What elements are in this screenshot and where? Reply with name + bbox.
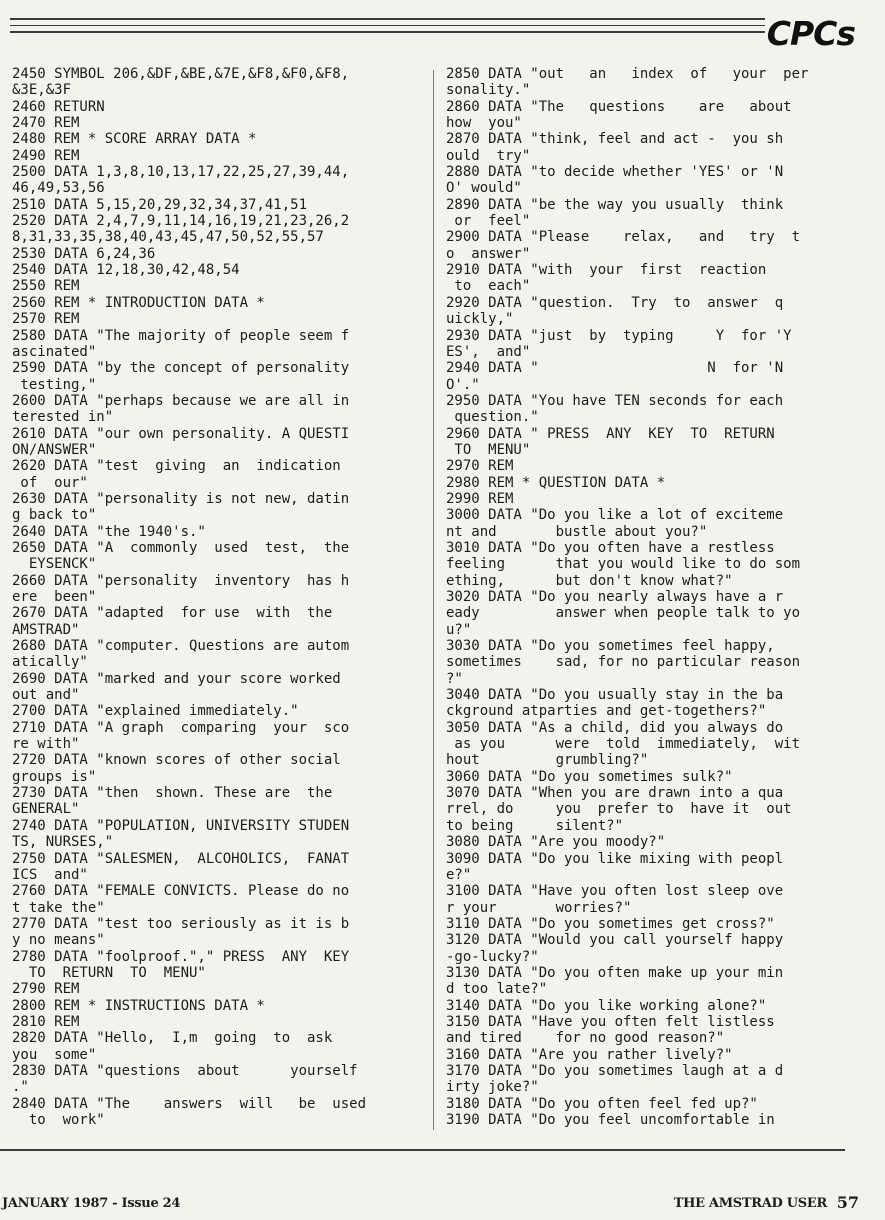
code-line: 2600 DATA "perhaps because we are all in xyxy=(12,392,350,409)
code-line: ething, but don't know what?" xyxy=(446,572,733,589)
code-line: 3150 DATA "Have you often felt listless xyxy=(446,1013,775,1030)
code-line: 2910 DATA "with your first reaction xyxy=(446,262,767,279)
code-line: 2550 REM xyxy=(12,278,80,295)
code-line: 2920 DATA "question. Try to answer q xyxy=(446,294,784,311)
magazine-name: THE AMSTRAD USER xyxy=(673,1196,827,1211)
code-line: 3020 DATA "Do you nearly always have a r xyxy=(446,589,784,605)
code-line: groups is" xyxy=(12,768,97,785)
code-line: 2790 REM xyxy=(12,981,80,998)
code-line: 3050 DATA "As a child, did you always do xyxy=(446,719,784,736)
code-line: 3010 DATA "Do you often have a restless xyxy=(446,539,775,556)
code-line: TS, NURSES," xyxy=(12,834,114,851)
code-line: 2720 DATA "known scores of other social xyxy=(12,752,341,769)
code-line: 2940 DATA " N for 'N xyxy=(446,360,784,377)
code-line: atically" xyxy=(12,654,88,671)
code-line: of our" xyxy=(12,474,88,491)
footer-rule xyxy=(0,1149,845,1151)
code-line: nt and bustle about you?" xyxy=(446,523,708,540)
code-line: 3070 DATA "When you are drawn into a qua xyxy=(446,785,784,802)
code-line: you some" xyxy=(12,1046,97,1063)
code-line: feeling that you would like to do som xyxy=(446,556,801,573)
code-line: TO MENU" xyxy=(446,441,531,458)
code-line: 2800 REM * INSTRUCTIONS DATA * xyxy=(12,997,265,1014)
code-line: 2900 DATA "Please relax, and try t xyxy=(446,229,801,246)
code-line: 2960 DATA " PRESS ANY KEY TO RETURN xyxy=(446,425,775,442)
code-line: how you" xyxy=(446,115,522,132)
code-line: 2500 DATA 1,3,8,10,13,17,22,25,27,39,44, xyxy=(12,164,350,181)
code-line: ckground atparties and get-togethers?" xyxy=(446,703,767,720)
code-line: 2780 DATA "foolproof."," PRESS ANY KEY xyxy=(12,948,350,965)
code-line: as you were told immediately, wit xyxy=(446,736,801,753)
code-line: 2490 REM xyxy=(12,147,80,164)
code-line: e?" xyxy=(446,866,472,883)
code-line: 2860 DATA "The questions are about xyxy=(446,98,792,115)
code-line: eady answer when people talk to yo xyxy=(446,605,801,622)
code-line: 2980 REM * QUESTION DATA * xyxy=(446,474,666,491)
code-line: 2450 SYMBOL 206,&DF,&BE,&7E,&F8,&F0,&F8, xyxy=(12,66,350,82)
issue-label: JANUARY 1987 - Issue 24 xyxy=(2,1196,181,1211)
code-line: re with" xyxy=(12,736,80,753)
code-line: or feel" xyxy=(446,213,531,230)
code-line: t take the" xyxy=(12,899,105,916)
code-line: 2950 DATA "You have TEN seconds for each xyxy=(446,392,784,409)
code-line: 2480 REM * SCORE ARRAY DATA * xyxy=(12,131,257,148)
code-line: TO RETURN TO MENU" xyxy=(12,964,206,981)
code-line: uickly," xyxy=(446,311,514,328)
code-line: 2570 REM xyxy=(12,311,80,328)
code-line: 2650 DATA "A commonly used test, the xyxy=(12,539,350,556)
code-line: to being silent?" xyxy=(446,817,624,834)
code-line: 2740 DATA "POPULATION, UNIVERSITY STUDEN xyxy=(12,817,350,834)
code-line: rrel, do you prefer to have it out xyxy=(446,801,792,818)
code-line: o answer" xyxy=(446,245,531,262)
code-line: 2690 DATA "marked and your score worked xyxy=(12,670,341,687)
code-line: 3160 DATA "Are you rather lively?" xyxy=(446,1046,733,1063)
code-line: 2460 RETURN xyxy=(12,98,105,115)
code-line: 3000 DATA "Do you like a lot of exciteme xyxy=(446,507,784,524)
code-line: O' would" xyxy=(446,180,522,197)
code-line: ascinated" xyxy=(12,343,97,360)
code-line: 2840 DATA "The answers will be used xyxy=(12,1095,367,1112)
code-line: 2710 DATA "A graph comparing your sco xyxy=(12,719,350,736)
code-line: question." xyxy=(446,409,539,426)
code-line: testing," xyxy=(12,376,97,393)
code-line: &3E,&3F xyxy=(12,82,72,99)
code-line: 2820 DATA "Hello, I,m going to ask xyxy=(12,1030,333,1047)
code-line: 2730 DATA "then shown. These are the xyxy=(12,785,333,802)
code-line: 2970 REM xyxy=(446,458,514,475)
code-line: 2530 DATA 6,24,36 xyxy=(12,245,156,262)
code-line: 2810 REM xyxy=(12,1013,80,1030)
code-line: out and" xyxy=(12,687,80,704)
code-line: EYSENCK" xyxy=(12,556,97,573)
code-line: 46,49,53,56 xyxy=(12,180,105,197)
code-line: g back to" xyxy=(12,507,97,524)
code-line: 3060 DATA "Do you sometimes sulk?" xyxy=(446,768,733,785)
code-line: 2640 DATA "the 1940's." xyxy=(12,523,206,540)
code-line: 2830 DATA "questions about yourself xyxy=(12,1062,358,1079)
code-line: 2700 DATA "explained immediately." xyxy=(12,703,299,720)
code-line: AMSTRAD" xyxy=(12,621,80,638)
code-line: 3100 DATA "Have you often lost sleep ove xyxy=(446,883,784,900)
code-line: 2670 DATA "adapted for use with the xyxy=(12,605,333,622)
section-tag: CPCs xyxy=(766,14,855,53)
code-line: 3110 DATA "Do you sometimes get cross?" xyxy=(446,915,775,932)
code-line: 2760 DATA "FEMALE CONVICTS. Please do no xyxy=(12,883,350,900)
code-line: O'." xyxy=(446,376,480,393)
code-line: 2870 DATA "think, feel and act - you sh xyxy=(446,131,784,148)
code-line: 3180 DATA "Do you often feel fed up?" xyxy=(446,1095,758,1112)
code-line: 3040 DATA "Do you usually stay in the ba xyxy=(446,687,784,704)
code-line: 2470 REM xyxy=(12,115,80,132)
code-line: and tired for no good reason?" xyxy=(446,1030,725,1047)
code-line: 2620 DATA "test giving an indication xyxy=(12,458,341,475)
code-line: 2930 DATA "just by typing Y for 'Y xyxy=(446,327,792,344)
code-line: 2610 DATA "our own personality. A QUESTI xyxy=(12,425,350,442)
code-line: 2850 DATA "out an index of your per xyxy=(446,66,809,82)
code-line: 2880 DATA "to decide whether 'YES' or 'N xyxy=(446,164,784,181)
code-line: 2680 DATA "computer. Questions are autom xyxy=(12,638,350,655)
code-line: 3030 DATA "Do you sometimes feel happy, xyxy=(446,638,775,655)
code-line: ?" xyxy=(446,670,463,687)
code-line: ES', and" xyxy=(446,343,531,360)
code-line: ere been" xyxy=(12,589,97,605)
code-line: 2990 REM xyxy=(446,490,514,507)
code-line: u?" xyxy=(446,621,472,638)
code-line: 2770 DATA "test too seriously as it is b xyxy=(12,915,350,932)
code-line: hout grumbling?" xyxy=(446,752,649,769)
listing-column-right xyxy=(446,66,878,1128)
code-line: 8,31,33,35,38,40,43,45,47,50,52,55,57 xyxy=(12,229,324,246)
code-line: 2520 DATA 2,4,7,9,11,14,16,19,21,23,26,2 xyxy=(12,213,350,230)
code-line: 3140 DATA "Do you like working alone?" xyxy=(446,997,767,1014)
code-line: 2590 DATA "by the concept of personality xyxy=(12,360,350,377)
code-line: ould try" xyxy=(446,147,531,164)
code-line: 2630 DATA "personality is not new, datin xyxy=(12,490,350,507)
code-line: ON/ANSWER" xyxy=(12,441,97,458)
code-line: sometimes sad, for no particular reason xyxy=(446,654,801,671)
code-line: 3190 DATA "Do you feel uncomfortable in xyxy=(446,1112,775,1128)
code-line: 3120 DATA "Would you call yourself happy xyxy=(446,932,784,949)
code-line: y no means" xyxy=(12,932,105,949)
code-line: 3090 DATA "Do you like mixing with peopl xyxy=(446,850,784,867)
code-line: to work" xyxy=(12,1112,105,1128)
code-line: 2580 DATA "The majority of people seem f xyxy=(12,327,350,344)
code-line: to each" xyxy=(446,278,531,295)
code-line: 2750 DATA "SALESMEN, ALCOHOLICS, FANAT xyxy=(12,850,350,867)
code-line: 2540 DATA 12,18,30,42,48,54 xyxy=(12,262,240,279)
page-number: 57 xyxy=(836,1193,859,1212)
code-line: r your worries?" xyxy=(446,899,632,916)
code-line: ." xyxy=(12,1079,29,1096)
code-line: terested in" xyxy=(12,409,114,426)
code-line: -go-lucky?" xyxy=(446,948,539,965)
code-line: 2510 DATA 5,15,20,29,32,34,37,41,51 xyxy=(12,196,308,213)
listing-column-left xyxy=(12,66,422,1128)
code-line: 3080 DATA "Are you moody?" xyxy=(446,834,666,851)
code-line: 2560 REM * INTRODUCTION DATA * xyxy=(12,294,265,311)
code-line: 2890 DATA "be the way you usually think xyxy=(446,196,784,213)
code-line: 3170 DATA "Do you sometimes laugh at a d xyxy=(446,1062,784,1079)
code-line: 2660 DATA "personality inventory has h xyxy=(12,572,350,589)
column-divider xyxy=(433,70,434,1130)
code-line: GENERAL" xyxy=(12,801,80,818)
code-line: sonality." xyxy=(446,82,531,99)
code-line: 3130 DATA "Do you often make up your min xyxy=(446,964,784,981)
code-line: irty joke?" xyxy=(446,1079,539,1096)
code-line: d too late?" xyxy=(446,981,548,998)
code-line: ICS and" xyxy=(12,866,88,883)
header-rules xyxy=(10,18,765,38)
